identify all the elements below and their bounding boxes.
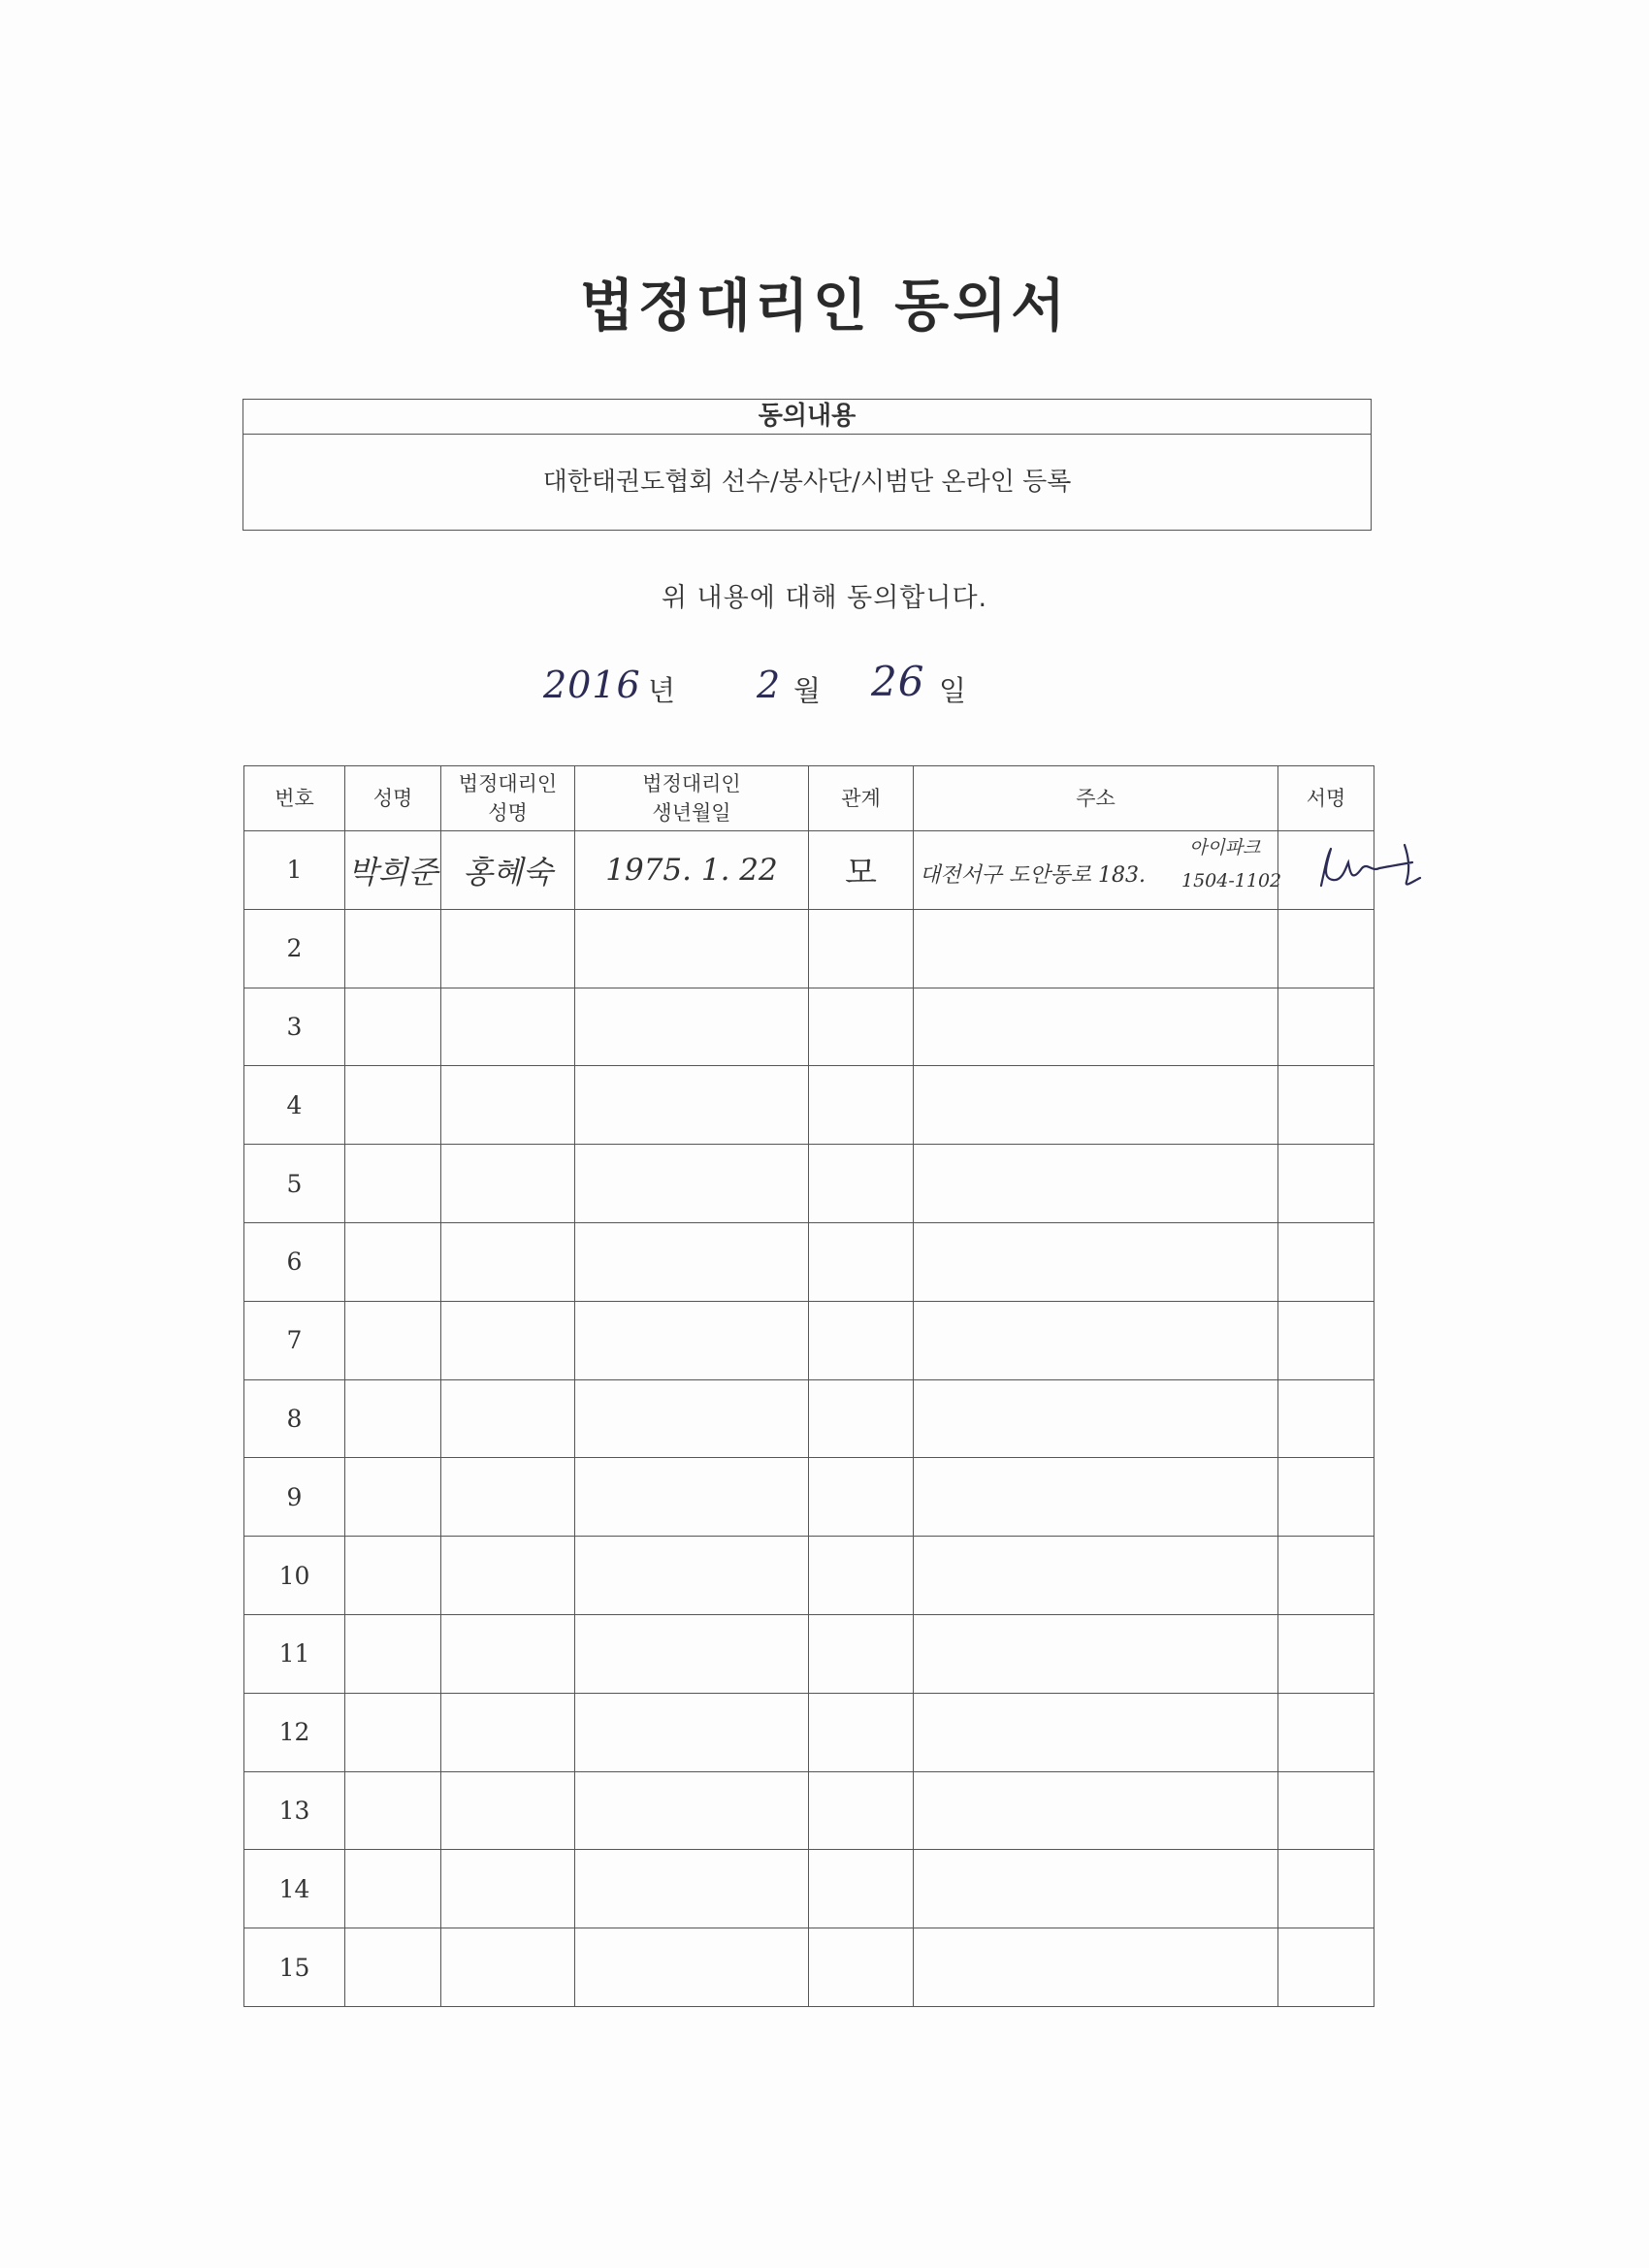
- empty-cell: [345, 1301, 441, 1379]
- empty-cell: [345, 1928, 441, 2007]
- table-row: [244, 1145, 1374, 1223]
- header-guardian-name-line2: 성명: [488, 801, 528, 825]
- date-day: 26: [871, 658, 925, 705]
- date-year: 2016: [543, 664, 641, 706]
- empty-cell: [575, 1379, 809, 1458]
- empty-cell: [345, 1066, 441, 1145]
- header-guardian-birth: [575, 766, 809, 831]
- table-row: [244, 1379, 1374, 1458]
- empty-cell: [345, 1379, 441, 1458]
- table-row: [244, 1301, 1374, 1379]
- empty-cell: [1278, 1928, 1374, 2007]
- empty-cell: [575, 1928, 809, 2007]
- empty-cell: [809, 1771, 914, 1850]
- header-guardian-name-line1: 법정대리인: [458, 772, 558, 795]
- table-row: [244, 1928, 1374, 2007]
- consent-header: 동의내용: [243, 400, 1371, 435]
- row-number: 9: [244, 1458, 345, 1537]
- header-address: 주소: [914, 766, 1278, 831]
- empty-cell: [441, 1537, 575, 1615]
- empty-cell: [809, 1537, 914, 1615]
- empty-cell: [1278, 1537, 1374, 1615]
- empty-cell: [1278, 1850, 1374, 1928]
- header-guardian-birth-line2: 생년월일: [652, 801, 731, 825]
- row-number: 10: [244, 1537, 345, 1615]
- row-number: 12: [244, 1693, 345, 1771]
- table-row: [244, 1066, 1374, 1145]
- row-number: 11: [244, 1614, 345, 1693]
- empty-cell: [441, 1066, 575, 1145]
- empty-cell: [441, 909, 575, 988]
- date-day-unit: 일: [939, 674, 967, 707]
- row-number: 14: [244, 1850, 345, 1928]
- consent-body: 대한태권도협회 선수/봉사단/시범단 온라인 등록: [542, 468, 1072, 497]
- row-number: 7: [244, 1301, 345, 1379]
- empty-cell: [914, 1771, 1278, 1850]
- empty-cell: [345, 988, 441, 1066]
- registration-table: [243, 765, 1374, 2007]
- address-bottom: 1504-1102: [1181, 870, 1282, 891]
- empty-cell: [441, 1458, 575, 1537]
- empty-cell: [575, 1537, 809, 1615]
- table-row: [244, 1458, 1374, 1537]
- empty-cell: [575, 1066, 809, 1145]
- date-line: [0, 656, 1649, 714]
- empty-cell: [914, 1693, 1278, 1771]
- handwritten-signature: [1311, 839, 1457, 897]
- table-row: [244, 1850, 1374, 1928]
- row-number: 8: [244, 1379, 345, 1458]
- empty-cell: [575, 909, 809, 988]
- empty-cell: [441, 1222, 575, 1301]
- header-name: 성명: [345, 766, 441, 831]
- header-relation: 관계: [809, 766, 914, 831]
- address-main: 대전서구 도안동로 183.: [920, 863, 1146, 888]
- date-month-unit: 월: [793, 674, 822, 707]
- empty-cell: [809, 1379, 914, 1458]
- empty-cell: [575, 1850, 809, 1928]
- empty-cell: [809, 1458, 914, 1537]
- empty-cell: [575, 1222, 809, 1301]
- empty-cell: [809, 909, 914, 988]
- empty-cell: [809, 988, 914, 1066]
- guardian-birth: 1975. 1. 22: [575, 831, 809, 910]
- empty-cell: [1278, 1066, 1374, 1145]
- empty-cell: [914, 909, 1278, 988]
- row-number: 5: [244, 1145, 345, 1223]
- empty-cell: [914, 1850, 1278, 1928]
- row-number: 1: [244, 831, 345, 910]
- relation: 모: [809, 831, 914, 910]
- member-name: 박희준: [345, 831, 441, 910]
- empty-cell: [345, 1693, 441, 1771]
- empty-cell: [809, 1145, 914, 1223]
- empty-cell: [1278, 909, 1374, 988]
- empty-cell: [1278, 1458, 1374, 1537]
- empty-cell: [575, 1693, 809, 1771]
- empty-cell: [345, 1222, 441, 1301]
- header-guardian-name: [441, 766, 575, 831]
- empty-cell: [441, 1145, 575, 1223]
- header-guardian-birth-line1: 법정대리인: [642, 772, 741, 795]
- row-number: 4: [244, 1066, 345, 1145]
- row-number: 6: [244, 1222, 345, 1301]
- empty-cell: [345, 1458, 441, 1537]
- empty-cell: [809, 1066, 914, 1145]
- empty-cell: [1278, 1301, 1374, 1379]
- empty-cell: [809, 1301, 914, 1379]
- header-signature: 서명: [1278, 766, 1374, 831]
- address-cell: [914, 831, 1282, 910]
- empty-cell: [809, 1850, 914, 1928]
- empty-cell: [345, 1145, 441, 1223]
- row-number: 15: [244, 1928, 345, 2007]
- empty-cell: [809, 1928, 914, 2007]
- empty-cell: [441, 1693, 575, 1771]
- page-title: 법정대리인 동의서: [579, 273, 1070, 339]
- guardian-name: 홍혜숙: [441, 831, 575, 910]
- empty-cell: [441, 1379, 575, 1458]
- row-number: 2: [244, 909, 345, 988]
- empty-cell: [1278, 988, 1374, 1066]
- table-row: [244, 988, 1374, 1066]
- empty-cell: [575, 1301, 809, 1379]
- empty-cell: [914, 1537, 1278, 1615]
- empty-cell: [575, 988, 809, 1066]
- empty-cell: [441, 1301, 575, 1379]
- table-row: [244, 909, 1374, 988]
- empty-cell: [575, 1458, 809, 1537]
- empty-cell: [575, 1771, 809, 1850]
- empty-cell: [914, 1222, 1278, 1301]
- empty-cell: [345, 1537, 441, 1615]
- table-row: [244, 1614, 1374, 1693]
- date-month: 2: [757, 664, 782, 706]
- date-year-unit: 년: [648, 674, 676, 707]
- empty-cell: [441, 1850, 575, 1928]
- table-row: [244, 1537, 1374, 1615]
- empty-cell: [809, 1693, 914, 1771]
- empty-cell: [809, 1614, 914, 1693]
- consent-box: [242, 399, 1372, 531]
- signature-cell: [1278, 831, 1374, 910]
- empty-cell: [441, 988, 575, 1066]
- empty-cell: [914, 1066, 1278, 1145]
- header-row: [244, 766, 1374, 831]
- empty-cell: [914, 1379, 1278, 1458]
- empty-cell: [914, 988, 1278, 1066]
- table-row: [244, 1771, 1374, 1850]
- empty-cell: [345, 909, 441, 988]
- empty-cell: [1278, 1379, 1374, 1458]
- empty-cell: [914, 1301, 1278, 1379]
- empty-cell: [345, 1614, 441, 1693]
- empty-cell: [441, 1928, 575, 2007]
- empty-cell: [1278, 1693, 1374, 1771]
- table-row: [244, 831, 1374, 910]
- empty-cell: [441, 1614, 575, 1693]
- empty-cell: [914, 1458, 1278, 1537]
- empty-cell: [914, 1145, 1278, 1223]
- empty-cell: [809, 1222, 914, 1301]
- header-no: 번호: [244, 766, 345, 831]
- empty-cell: [345, 1771, 441, 1850]
- empty-cell: [1278, 1771, 1374, 1850]
- empty-cell: [1278, 1222, 1374, 1301]
- empty-cell: [345, 1850, 441, 1928]
- empty-cell: [914, 1614, 1278, 1693]
- address-top: 아이파크: [1189, 837, 1261, 859]
- agree-text: 위 내용에 대해 동의합니다.: [661, 583, 988, 613]
- empty-cell: [441, 1771, 575, 1850]
- row-number: 13: [244, 1771, 345, 1850]
- empty-cell: [914, 1928, 1278, 2007]
- empty-cell: [1278, 1145, 1374, 1223]
- table-row: [244, 1222, 1374, 1301]
- empty-cell: [575, 1145, 809, 1223]
- row-number: 3: [244, 988, 345, 1066]
- table-row: [244, 1693, 1374, 1771]
- empty-cell: [575, 1614, 809, 1693]
- empty-cell: [1278, 1614, 1374, 1693]
